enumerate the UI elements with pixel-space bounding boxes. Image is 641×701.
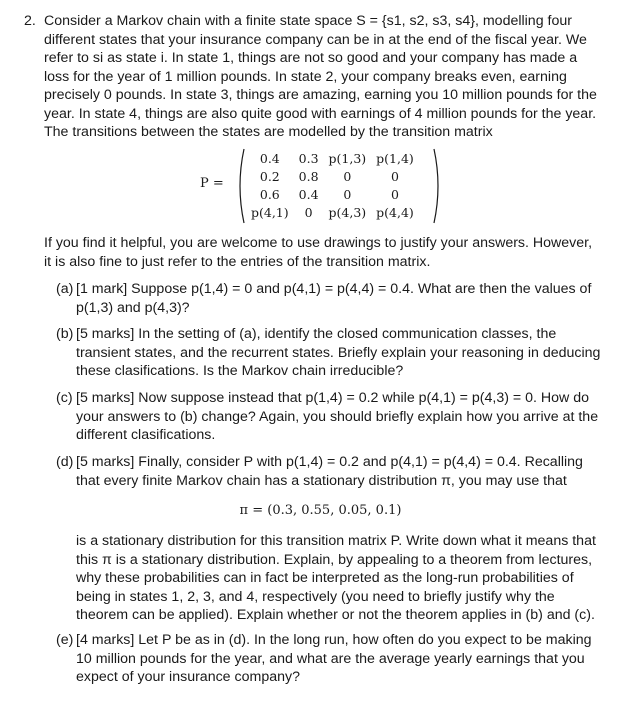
matrix-cell: 0 [391, 169, 399, 184]
part-text: [4 marks] Let P be as in (d). In the long run, how often do you expect to be making 10 million pounds for the year, and what are the average yearly earnings that you expect of your insurance company? [76, 632, 592, 685]
matrix-cell: p(4,3) [328, 205, 367, 220]
matrix-cell: 0 [304, 205, 313, 220]
help-paragraph: If you find it helpful, you are welcome to use drawings to justify your answers. However, it is also fine to just refer to the entries of the transition matrix. [44, 235, 593, 270]
part-e [56, 631, 604, 687]
matrix-cell: 0 [391, 187, 399, 202]
part-c [56, 389, 604, 445]
part-label: (c) [56, 390, 73, 406]
part-label: (d) [56, 454, 74, 470]
part-d [56, 453, 604, 490]
matrix-cell: p(1,3) [328, 151, 367, 166]
matrix-row [246, 204, 419, 222]
matrix-cell: 0.6 [259, 187, 280, 202]
matrix-table [246, 150, 419, 222]
question-number: 2. [24, 13, 36, 29]
part-label: (a) [56, 281, 74, 297]
part-text: [1 mark] Suppose p(1,4) = 0 and p(4,1) = p(4,4) = 0.4. What are then the values of p(1,3) and p(4,3)? [76, 281, 592, 316]
matrix-cell: p(4,1) [251, 205, 289, 220]
matrix-row [246, 150, 419, 168]
matrix-row [246, 186, 419, 204]
left-paren-icon [234, 148, 246, 224]
matrix-label: P = [200, 176, 224, 191]
part-text: [5 marks] Now suppose instead that p(1,4) = 0.2 while p(4,1) = p(4,3) = 0. How do your answers to (b) change? Again, you should briefly explain how you arrive at the different clasifications. [76, 390, 599, 443]
transition-matrix [196, 148, 446, 224]
matrix-cell: 0.2 [259, 169, 280, 184]
matrix-cell: 0.4 [259, 151, 280, 166]
intro-paragraph: Consider a Markov chain with a finite state space S = {s1, s2, s3, s4}, modelling four different states that your insurance company can be in at the end of the fiscal year. We refer to si as state i. In state 1, things are not so good and your company has made a loss for the year of 1 million pounds. In state 2, your company breaks even, earning precisely 0 pounds. In state 3, things are amazing, earning you 10 million pounds for the year. In state 4, things are also quite good with earnings of 4 million pounds for the year. The transitions between the states are modelled by the transition matrix [44, 13, 597, 140]
matrix-cell: p(4,4) [376, 205, 414, 220]
matrix-cell: 0.4 [298, 187, 319, 202]
part-text: is a stationary distribution for this transition matrix P. Write down what it means that this π is a stationary distribution. Explain, by appealing to a theorem from lectures, why these probabilities can in fact be interpreted as the long-run probabilities of being in states 1, 2, 3, and 4, respectively (you need to briefly justify why the theorem can be applied). Explain whether or not the theorem applies in (b) and (c). [76, 533, 596, 623]
part-text: [5 marks] Finally, consider P with p(1,4) = 0.2 and p(4,1) = p(4,4) = 0.4. Recalling that every finite Markov chain has a stationary distribution π, you may use that [76, 454, 583, 489]
stationary-distribution-equation: π = (0.3, 0.55, 0.05, 0.1) [239, 503, 402, 518]
matrix-cell: 0 [343, 187, 352, 202]
part-a [56, 280, 604, 317]
matrix-cell: 0.3 [298, 151, 319, 166]
part-text: [5 marks] In the setting of (a), identify the closed communication classes, the transient states, and the recurrent states. Briefly explain your reasoning in deducing these clasifications. Is the Markov chain irreducible? [76, 326, 601, 379]
matrix-row [246, 168, 419, 186]
matrix-cell: 0.8 [298, 169, 319, 184]
right-paren-icon [432, 148, 444, 224]
part-label: (e) [56, 632, 74, 648]
matrix-cell: p(1,4) [376, 151, 414, 166]
matrix-cell: 0 [343, 169, 352, 184]
part-b [56, 325, 604, 381]
part-label: (b) [56, 326, 74, 342]
part-d-continued [56, 532, 604, 625]
